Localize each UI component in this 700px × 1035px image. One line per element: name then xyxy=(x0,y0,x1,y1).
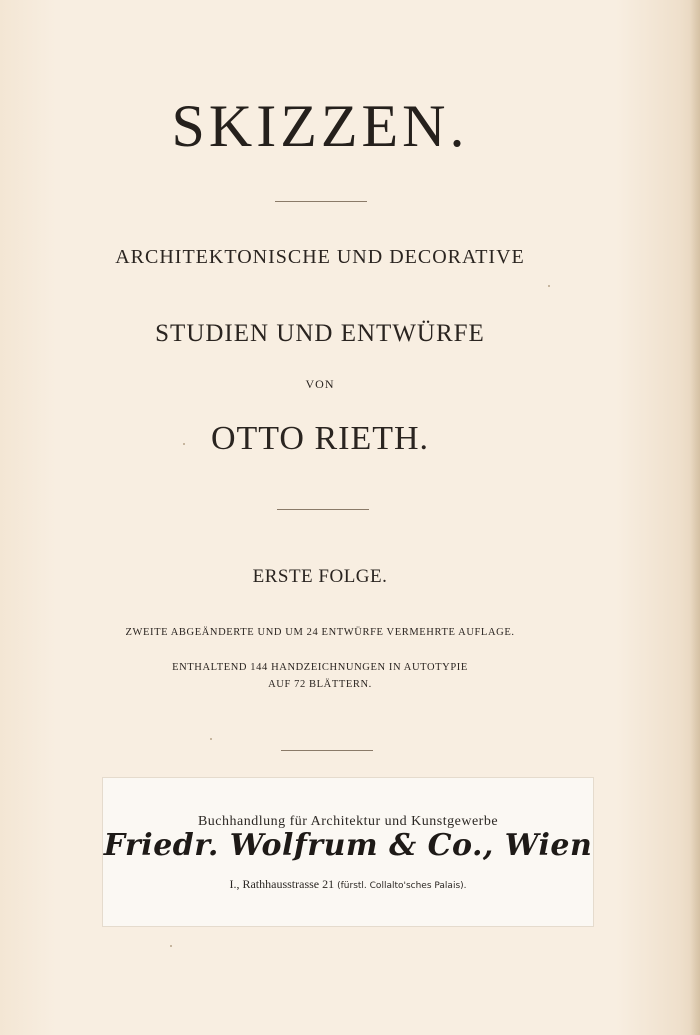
publisher-label xyxy=(103,778,593,926)
edition-note: ZWEITE ABGEÄNDERTE UND UM 24 ENTWÜRFE VERMEHRTE AUFLAGE. xyxy=(125,627,515,638)
publisher-street: I., Rathhausstrasse 21 xyxy=(229,877,335,891)
contents-line-2: AUF 72 BLÄTTERN. xyxy=(268,679,372,690)
author-name: OTTO RIETH. xyxy=(210,420,430,457)
series-label: ERSTE FOLGE. xyxy=(252,566,388,587)
publisher-address xyxy=(103,877,593,892)
divider-rule xyxy=(281,750,373,751)
paper-speck xyxy=(183,443,185,445)
subtitle-line-1: ARCHITEKTONISCHE UND DECORATIVE xyxy=(115,246,525,268)
publisher-description: Buchhandlung für Architektur und Kunstgewerbe xyxy=(197,814,499,829)
subtitle-line-2: STUDIEN UND ENTWÜRFE xyxy=(155,320,485,347)
divider-rule xyxy=(277,509,369,510)
book-title: SKIZZEN. xyxy=(171,93,469,159)
paper-speck xyxy=(170,945,172,947)
paper-speck xyxy=(210,738,212,740)
contents-line-1: ENTHALTEND 144 HANDZEICHNUNGEN IN AUTOTYPIE xyxy=(172,662,468,673)
page-edge-shadow xyxy=(690,0,700,1035)
publisher-address-note: (fürstl. Collalto'sches Palais). xyxy=(337,881,467,891)
divider-rule xyxy=(275,201,367,202)
paper-speck xyxy=(548,285,550,287)
publisher-firm-name: Friedr. Wolfrum & Co., Wien xyxy=(103,828,593,863)
by-line: VON xyxy=(305,377,335,391)
